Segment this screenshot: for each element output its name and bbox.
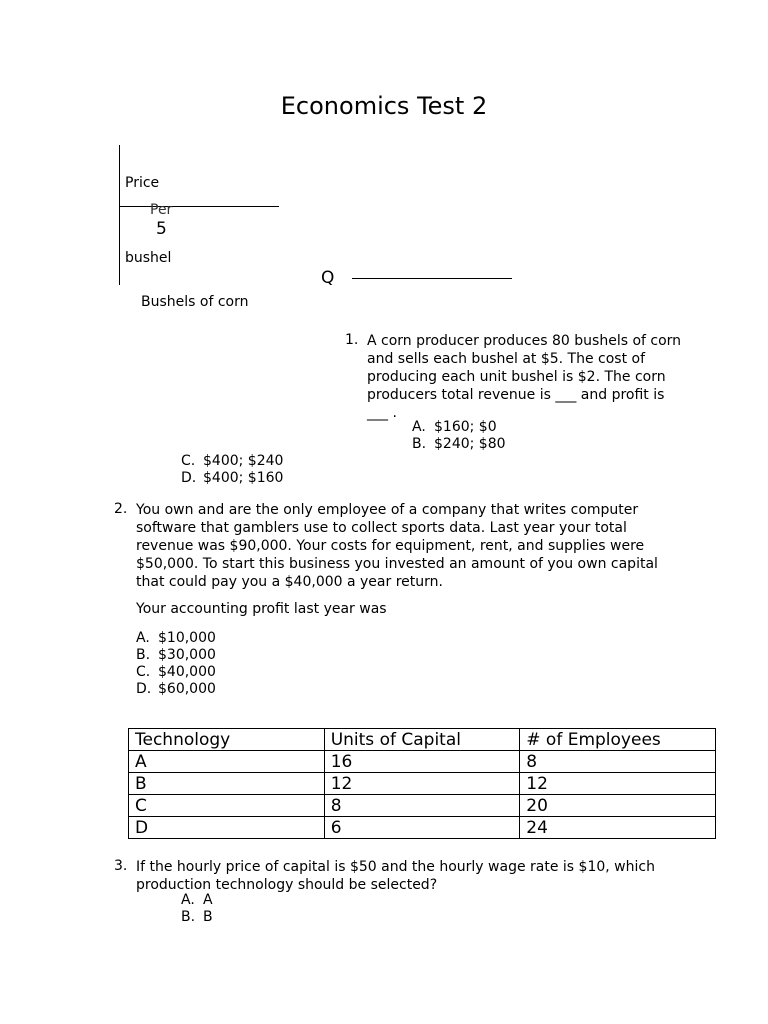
table-cell: 24	[520, 817, 716, 839]
graph-q-label: Q	[321, 268, 335, 288]
option-text: $40,000	[158, 664, 216, 680]
table-row	[129, 751, 716, 773]
option-letter: B.	[181, 909, 196, 925]
option-text: B	[203, 909, 213, 925]
table-cell: A	[129, 751, 325, 773]
option-text: $400; $160	[203, 470, 284, 486]
table-row	[129, 795, 716, 817]
table-cell: 8	[324, 795, 520, 817]
question-2-option-c[interactable]	[136, 664, 216, 681]
page-title: Economics Test 2	[280, 92, 488, 120]
question-1-text: A corn producer produces 80 bushels of corn and sells each bushel at $5. The cost of producing each unit bushel is $2. The corn producers total revenue is ___ and profit is ___ .	[367, 333, 682, 421]
graph-q-line	[352, 278, 512, 279]
question-2-option-b[interactable]	[136, 647, 216, 664]
option-letter: C.	[181, 453, 196, 469]
question-2-prompt: Your accounting profit last year was	[136, 601, 387, 617]
question-2-option-d[interactable]	[136, 681, 216, 698]
question-2	[114, 501, 668, 591]
option-text: $10,000	[158, 630, 216, 646]
table-header-cell: Units of Capital	[324, 729, 520, 751]
option-letter: D.	[136, 681, 152, 697]
table-cell: 8	[520, 751, 716, 773]
question-1-option-c[interactable]	[181, 453, 283, 470]
question-3-option-b[interactable]	[181, 909, 213, 926]
table-row	[129, 817, 716, 839]
question-1	[345, 332, 685, 422]
graph-bushel-label: bushel	[125, 250, 172, 266]
table-cell: B	[129, 773, 325, 795]
question-1-options-ab	[412, 419, 506, 453]
question-3-number: 3.	[114, 858, 128, 874]
option-text: $160; $0	[434, 419, 497, 435]
table-cell: 6	[324, 817, 520, 839]
question-3-options	[181, 892, 213, 926]
table-cell: 20	[520, 795, 716, 817]
option-letter: A.	[136, 630, 150, 646]
graph-price-line	[119, 206, 279, 207]
option-letter: B.	[136, 647, 151, 663]
option-letter: B.	[412, 436, 427, 452]
graph-y-axis	[119, 145, 120, 285]
graph-per-label: Per	[150, 202, 173, 218]
question-3-option-a[interactable]	[181, 892, 213, 909]
question-2-options	[136, 630, 216, 698]
table-cell: D	[129, 817, 325, 839]
question-1-option-b[interactable]	[412, 436, 506, 453]
option-text: $400; $240	[203, 453, 284, 469]
option-letter: C.	[136, 664, 151, 680]
table-row	[129, 773, 716, 795]
table-header-cell: Technology	[129, 729, 325, 751]
question-1-option-a[interactable]	[412, 419, 506, 436]
question-1-option-d[interactable]	[181, 470, 283, 487]
question-3-text: If the hourly price of capital is $50 and the hourly wage rate is $10, which production technology should be selected?	[136, 859, 655, 893]
option-text: $240; $80	[434, 436, 506, 452]
option-text: $30,000	[158, 647, 216, 663]
technology-table	[128, 728, 716, 839]
option-letter: A.	[181, 892, 195, 908]
question-2-number: 2.	[114, 501, 128, 517]
table-header-cell: # of Employees	[520, 729, 716, 751]
graph-value-label: 5	[156, 219, 167, 239]
table-cell: 12	[324, 773, 520, 795]
table-cell: 16	[324, 751, 520, 773]
graph-x-axis-label: Bushels of corn	[141, 294, 249, 310]
question-1-number: 1.	[345, 332, 359, 348]
table-cell: 12	[520, 773, 716, 795]
option-text: A	[203, 892, 213, 908]
question-2-option-a[interactable]	[136, 630, 216, 647]
question-2-text: You own and are the only employee of a company that writes computer software that gamblers use to collect sports data. Last year your total revenue was $90,000. Your costs for equipment, rent, and supplies were $50,000. To start this business you invested an amount of you own capital that could pay you a $40,000 a year return.	[136, 502, 658, 590]
question-1-options-cd	[181, 453, 283, 487]
graph-price-label: Price	[125, 175, 160, 191]
question-3	[114, 858, 668, 894]
option-text: $60,000	[158, 681, 216, 697]
option-letter: A.	[412, 419, 426, 435]
table-header-row	[129, 729, 716, 751]
table-cell: C	[129, 795, 325, 817]
option-letter: D.	[181, 470, 197, 486]
